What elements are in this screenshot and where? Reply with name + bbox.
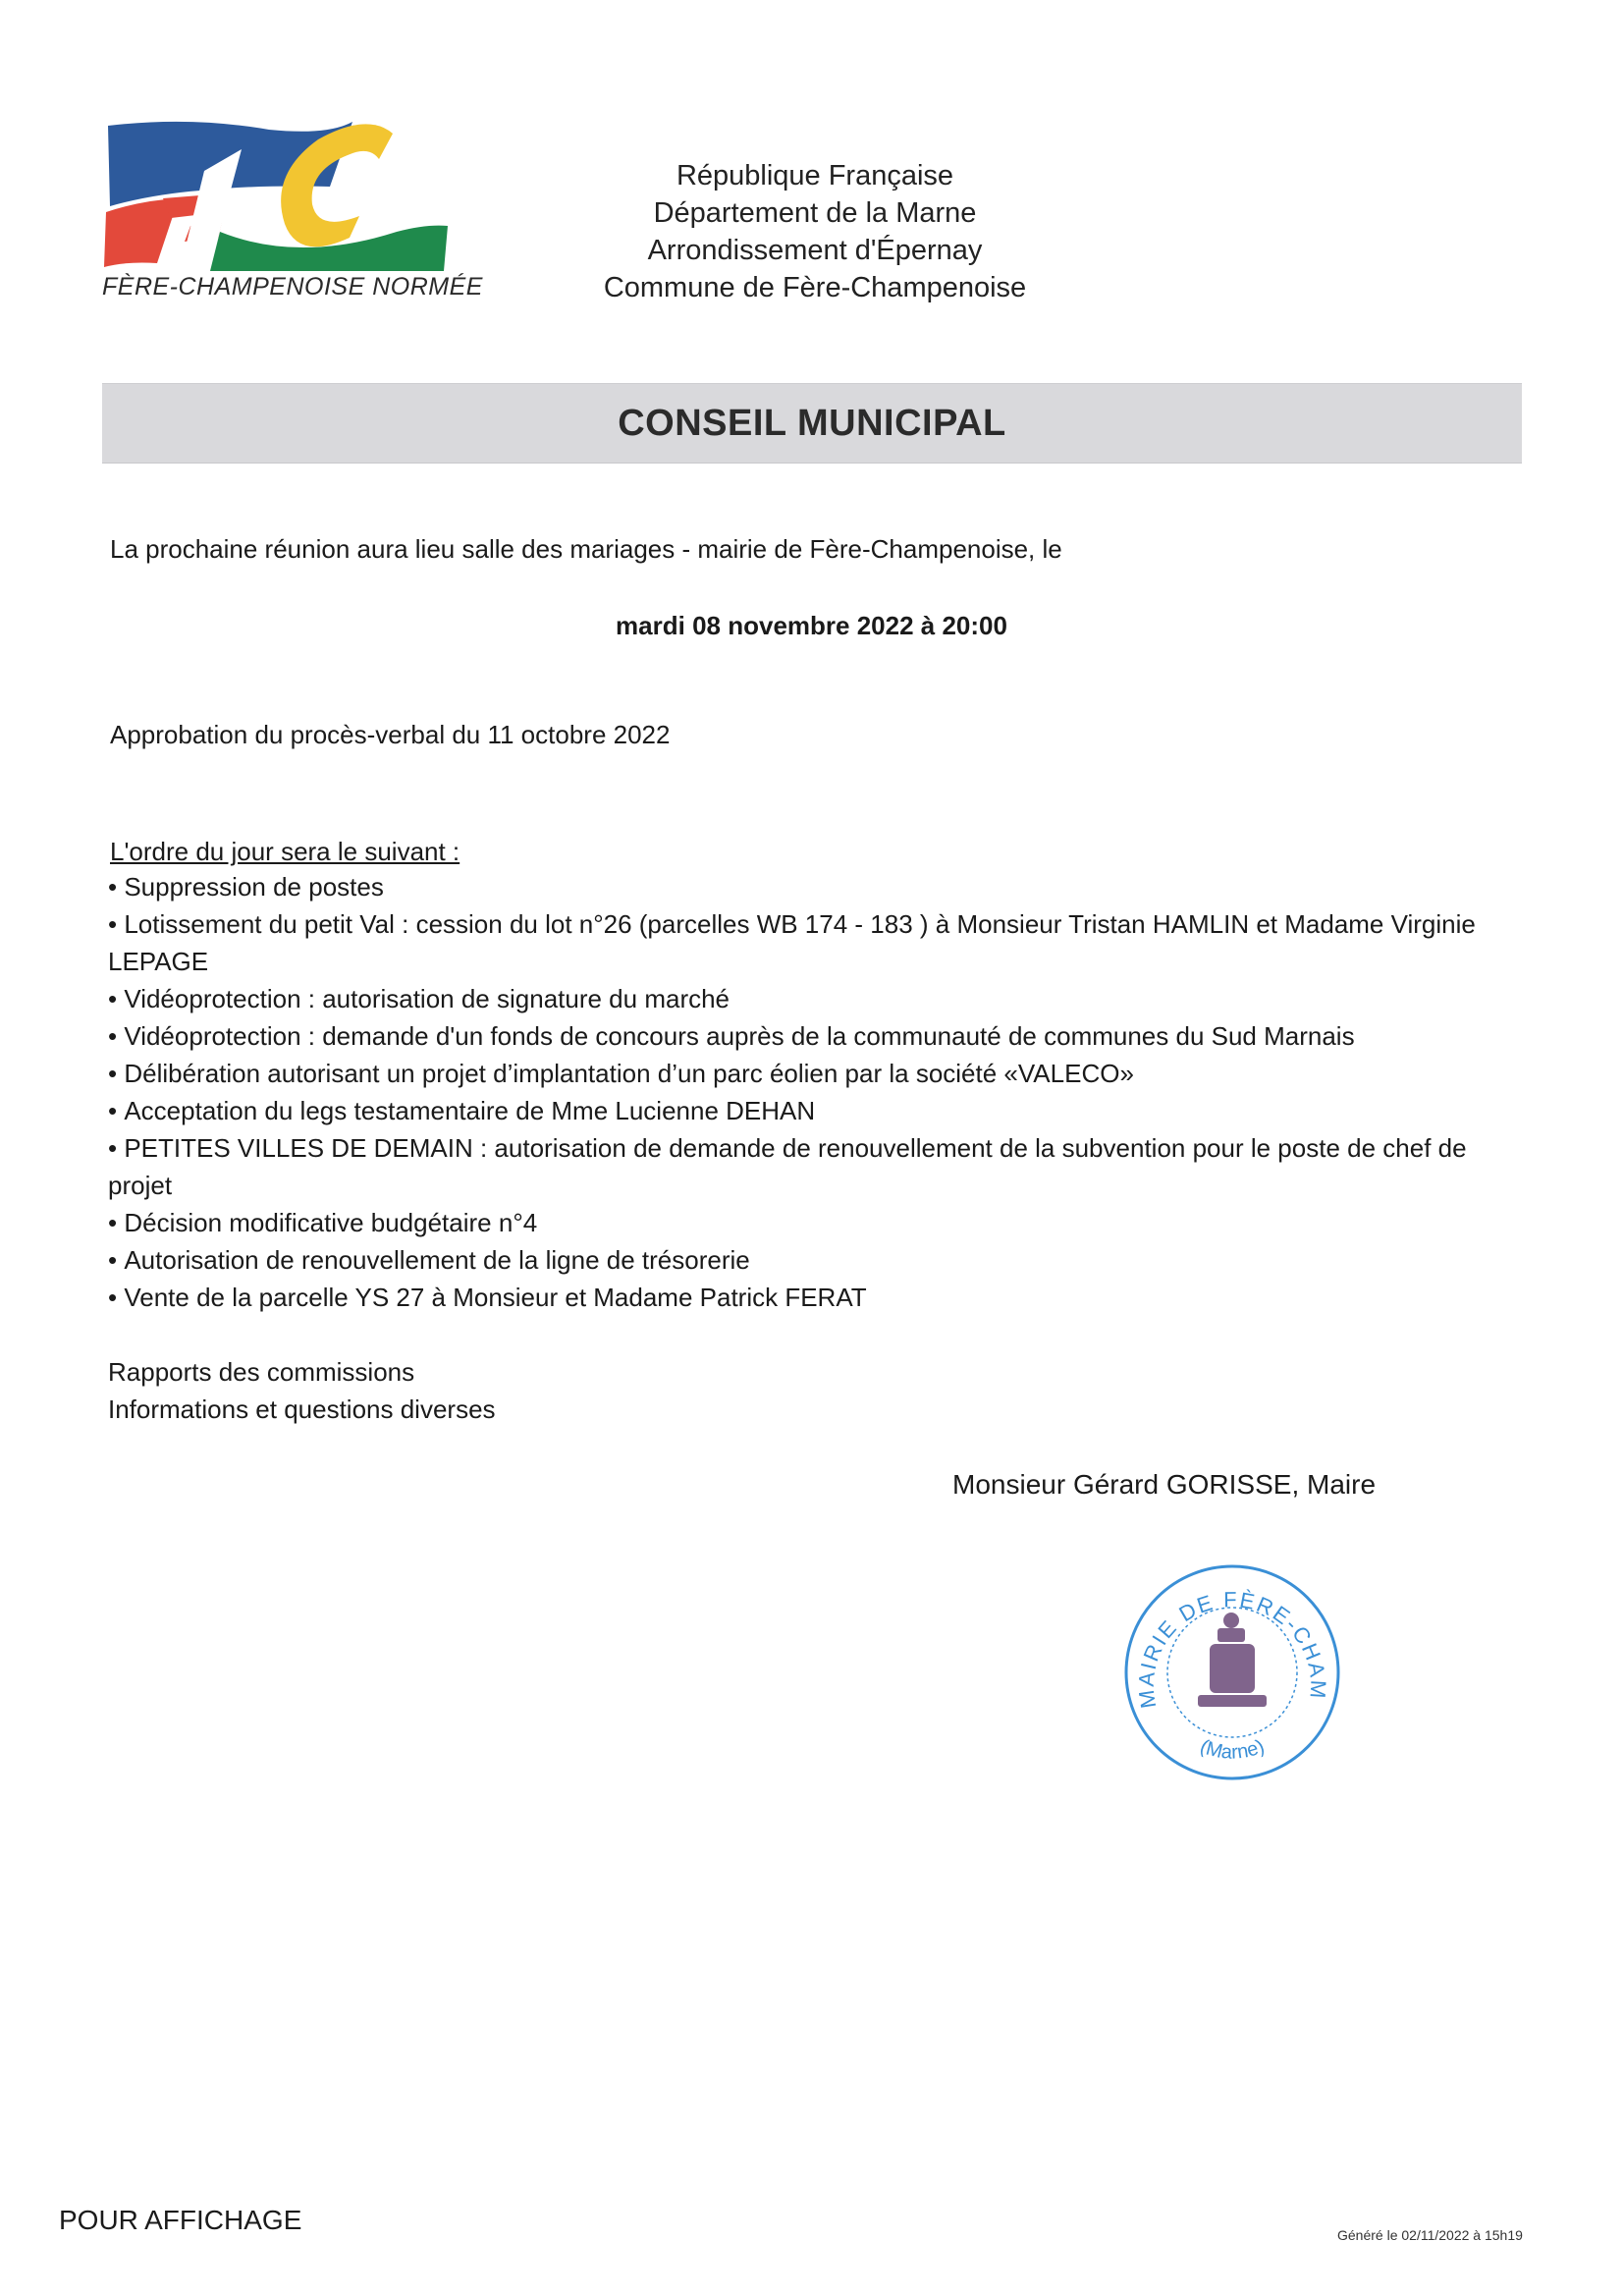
- agenda-item: • Vidéoprotection : demande d'un fonds de concours auprès de la communauté de communes du Sud Marnais: [108, 1017, 1502, 1055]
- agenda-item: • Lotissement du petit Val : cession du lot n°26 (parcelles WB 174 - 183 ) à Monsieur Tristan HAMLIN et Madame Virginie LEPAGE: [108, 905, 1502, 980]
- agenda-item: • Autorisation de renouvellement de la ligne de trésorerie: [108, 1241, 1502, 1279]
- agenda-item: • Acceptation du legs testamentaire de Mme Lucienne DEHAN: [108, 1092, 1502, 1129]
- commission-reports: Rapports des commissions: [108, 1357, 415, 1387]
- agenda-item: • PETITES VILLES DE DEMAIN : autorisation de demande de renouvellement de la subvention pour le poste de chef de projet: [108, 1129, 1502, 1204]
- header-line-commune: Commune de Fère-Champenoise: [603, 272, 1027, 303]
- mayor-signature: Monsieur Gérard GORISSE, Maire: [952, 1469, 1377, 1500]
- agenda-heading: L'ordre du jour sera le suivant :: [110, 837, 460, 866]
- official-stamp: [1119, 1559, 1345, 1785]
- header-line-arrondissement: Arrondissement d'Épernay: [647, 235, 983, 266]
- agenda-item: • Vidéoprotection : autorisation de signature du marché: [108, 980, 1502, 1017]
- posting-label: POUR AFFICHAGE: [59, 2205, 302, 2235]
- town-logo: [102, 116, 483, 312]
- agenda-item: • Délibération autorisant un projet d’implantation d’un parc éolien par la société «VALECO»: [108, 1055, 1502, 1092]
- agenda-item: • Décision modificative budgétaire n°4: [108, 1204, 1502, 1241]
- header-line-department: Département de la Marne: [653, 197, 977, 229]
- stamp-emblem: [1198, 1613, 1267, 1707]
- agenda-item: • Suppression de postes: [108, 868, 1502, 905]
- misc-questions: Informations et questions diverses: [108, 1394, 496, 1424]
- title-banner: [102, 383, 1522, 464]
- page-title: CONSEIL MUNICIPAL: [618, 403, 1006, 444]
- meeting-date: mardi 08 novembre 2022 à 20:00: [616, 611, 1007, 640]
- administrative-header: [550, 157, 1080, 306]
- stamp-graphic: [1119, 1559, 1345, 1785]
- stamp-sub-text: (Marne): [1197, 1735, 1268, 1764]
- closing-items: [108, 1353, 496, 1428]
- generated-timestamp: Généré le 02/11/2022 à 15h19: [1337, 2227, 1523, 2243]
- agenda-list: [108, 868, 1502, 1316]
- agenda-item: • Vente de la parcelle YS 27 à Monsieur et Madame Patrick FERAT: [108, 1279, 1502, 1316]
- header-line-republic: République Française: [676, 160, 954, 191]
- meeting-intro: La prochaine réunion aura lieu salle des mariages - mairie de Fère-Champenoise, le: [110, 534, 1062, 564]
- minutes-approval: Approbation du procès-verbal du 11 octobre 2022: [110, 720, 671, 749]
- stamp-arc-text: MAIRIE DE FÈRE-CHAM: [1133, 1587, 1331, 1711]
- logo-caption: FÈRE-CHAMPENOISE NORMÉE: [102, 273, 483, 301]
- town-logo-graphic: [102, 116, 456, 273]
